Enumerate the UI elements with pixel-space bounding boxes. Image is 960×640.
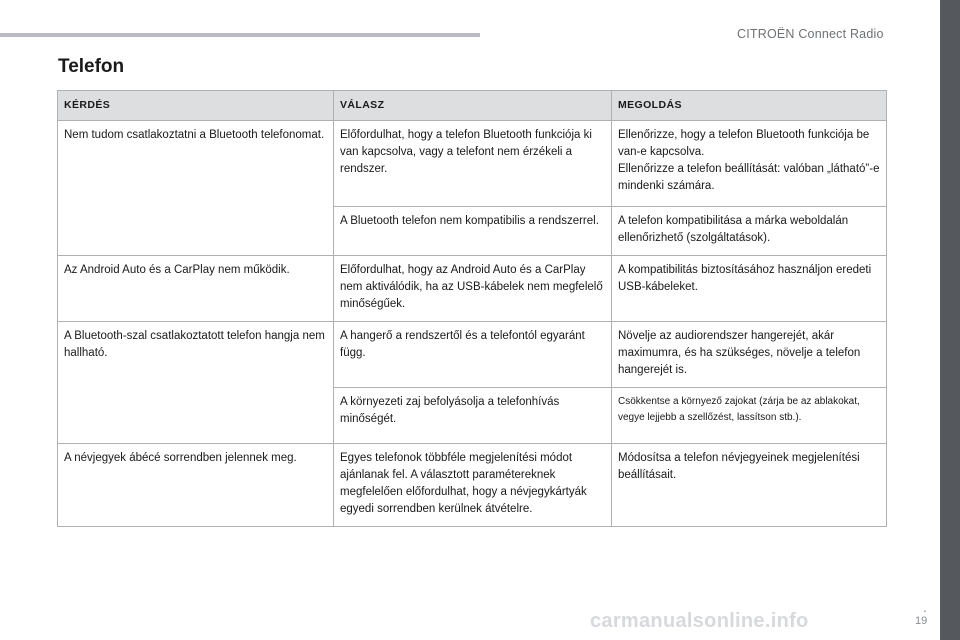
answer-cell: A Bluetooth telefon nem kompatibilis a rendszerrel. xyxy=(334,207,612,256)
answer-cell: A hangerő a rendszertől és a telefontól egyaránt függ. xyxy=(334,322,612,388)
column-header-solution: MEGOLDÁS xyxy=(612,91,887,121)
question-cell: Az Android Auto és a CarPlay nem működik. xyxy=(58,256,334,322)
solution-cell: Módosítsa a telefon névjegyeinek megjelenítési beállításait. xyxy=(612,444,887,527)
question-cell: A Bluetooth-szal csatlakoztatott telefon hangja nem hallható. xyxy=(58,322,334,444)
solution-cell: A kompatibilitás biztosításához használjon eredeti USB-kábeleket. xyxy=(612,256,887,322)
answer-cell: Egyes telefonok többféle megjelenítési módot ajánlanak fel. A választott paramétereknek megfelelően előfordulhat, hogy a névjegykártyák egyedi sorrendben kerülnek átvételre. xyxy=(334,444,612,527)
question-cell: A névjegyek ábécé sorrendben jelennek meg. xyxy=(58,444,334,527)
page-number: 19 xyxy=(915,615,928,627)
page-marker: . xyxy=(923,599,927,615)
table-row xyxy=(58,256,887,322)
solution-cell: A telefon kompatibilitása a márka weboldalán ellenőrizhető (szolgáltatások). xyxy=(612,207,887,256)
question-cell: Nem tudom csatlakoztatni a Bluetooth telefonomat. xyxy=(58,121,334,256)
faq-table xyxy=(57,90,887,527)
header-brand: CITROËN Connect Radio xyxy=(737,27,884,41)
header-rule xyxy=(0,33,480,37)
solution-cell: Ellenőrizze, hogy a telefon Bluetooth funkciója be van-e kapcsolva. Ellenőrizze a telefon beállítását: valóban „látható”-e mindenki számára. xyxy=(612,121,887,207)
answer-cell: Előfordulhat, hogy az Android Auto és a CarPlay nem aktiválódik, ha az USB-kábelek nem megfelelő minőségűek. xyxy=(334,256,612,322)
watermark: carmanualsonline.info xyxy=(590,610,809,632)
side-bar xyxy=(940,0,960,640)
column-header-answer: VÁLASZ xyxy=(334,91,612,121)
solution-cell: Növelje az audiorendszer hangerejét, akár maximumra, és ha szükséges, növelje a telefon hangerejét is. xyxy=(612,322,887,388)
page-title: Telefon xyxy=(58,56,125,77)
answer-cell: Előfordulhat, hogy a telefon Bluetooth funkciója ki van kapcsolva, vagy a telefont nem érzékeli a rendszer. xyxy=(334,121,612,207)
answer-cell: A környezeti zaj befolyásolja a telefonhívás minőségét. xyxy=(334,388,612,444)
table-row xyxy=(58,121,887,207)
table-row xyxy=(58,322,887,388)
table-header-row xyxy=(58,91,887,121)
table-row xyxy=(58,444,887,527)
column-header-question: KÉRDÉS xyxy=(58,91,334,121)
solution-cell: Csökkentse a környező zajokat (zárja be az ablakokat, vegye lejjebb a szellőzést, lassítson stb.). xyxy=(612,388,887,444)
